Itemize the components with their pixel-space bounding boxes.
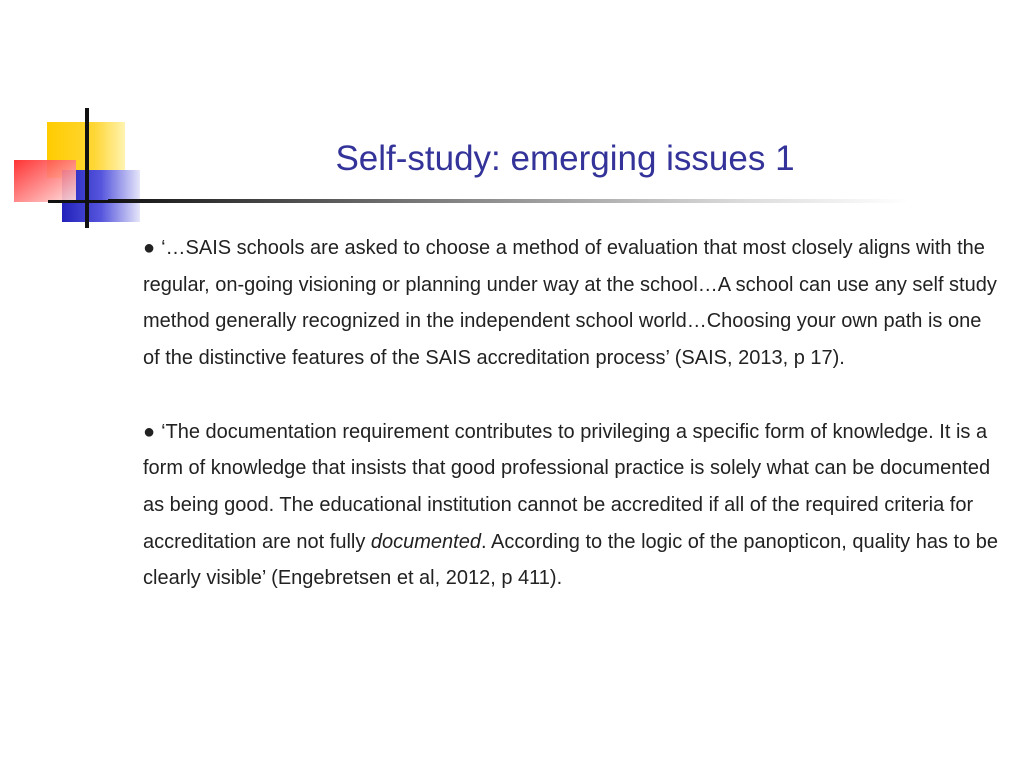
paragraph-2	[143, 414, 1003, 598]
paragraph-1	[143, 230, 1003, 377]
decorative-squares-logo	[0, 0, 160, 240]
vertical-line	[85, 108, 89, 228]
slide-body	[143, 230, 1003, 597]
title-underline-divider	[108, 199, 908, 203]
paragraph-2-emphasis: documented	[370, 530, 481, 553]
paragraph-1-text: ‘…SAIS schools are asked to choose a method of evaluation that most closely aligns with the regular, on-going visioning or planning under way at the school…A school can use any self study method generally recognized in the independent school world…Choosing your own path is one of the distinctive features of the SAIS accreditation process’ (SAIS, 2013, p 17).	[143, 237, 997, 370]
bullet-icon: ●	[143, 420, 156, 443]
red-square	[14, 160, 76, 202]
paragraph-2-text-before: ‘The documentation requirement contributes to privileging a specific form of knowledge. It is a form of knowledge that insists that good professional practice is solely what can be documented as being good. The educational institution cannot be accredited if all of the required criteria for accreditation are not fully	[143, 420, 991, 553]
paragraph-2-text-after: . According to the logic of the panopticon, quality has to be clearly visible’ (Engebretsen et al, 2012, p 411).	[143, 530, 998, 590]
slide-title: Self-study: emerging issues 1	[335, 139, 795, 178]
bullet-icon: ●	[143, 237, 156, 259]
